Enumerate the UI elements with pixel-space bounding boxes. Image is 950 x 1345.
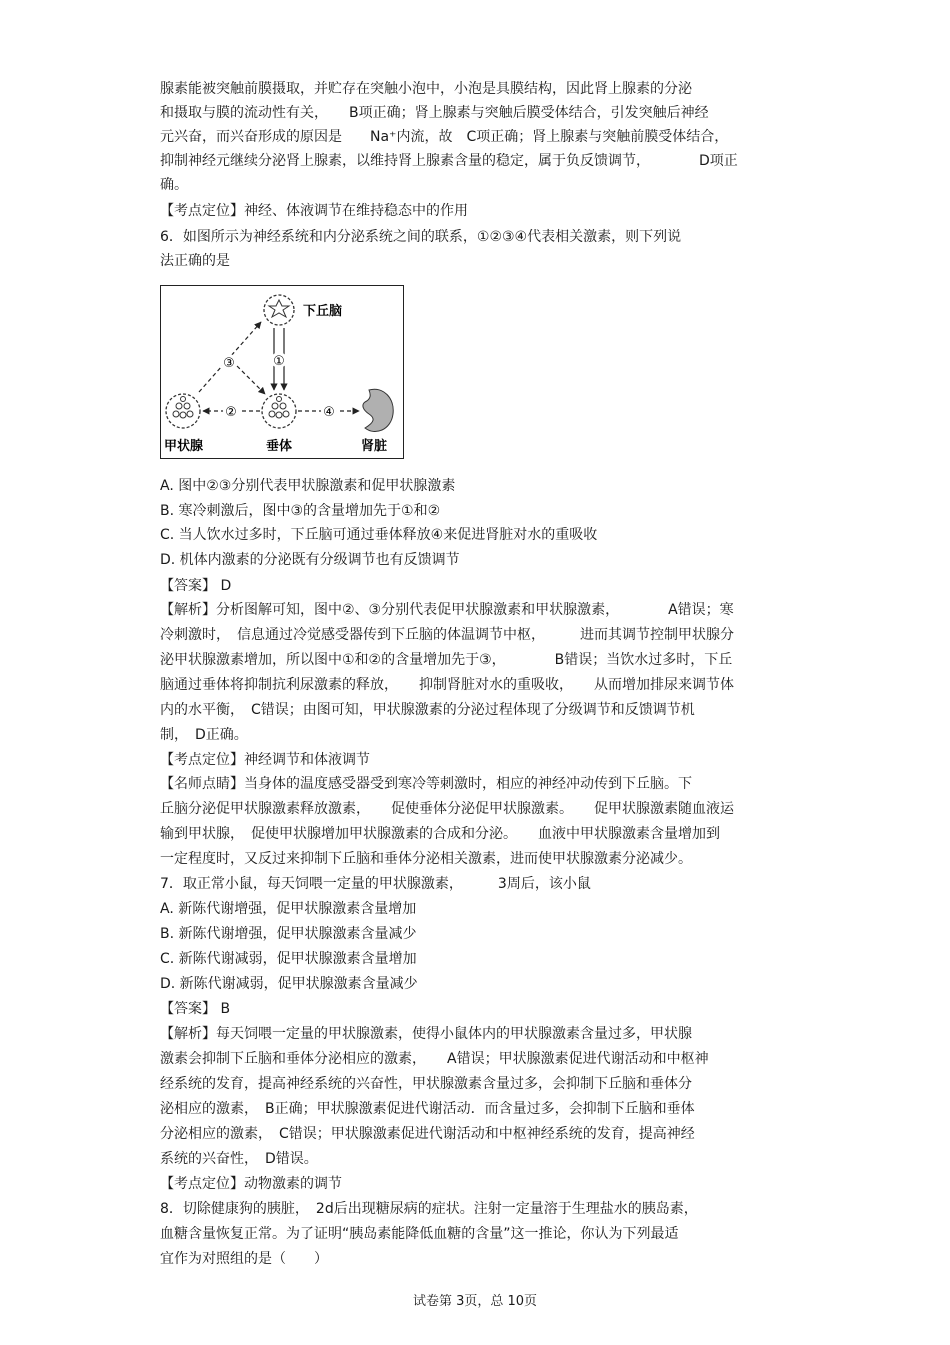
analysis-line: 【解析】每天饲喂一定量的甲状腺激素，使得小鼠体内的甲状腺激素含量过多，甲状腺 [160, 1026, 692, 1042]
question-7-option-c: C. 新陈代谢减弱，促甲状腺激素含量增加 [160, 951, 417, 967]
endocrine-diagram [160, 285, 404, 459]
answer-line: 【答案】 D [160, 578, 232, 594]
tip-line: 输到甲状腺， 促使甲状腺增加甲状腺激素的合成和分泌。 血液中甲状腺激素含量增加到 [160, 826, 720, 842]
tip-line: 一定程度时，又反过来抑制下丘脑和垂体分泌相关激素，进而使甲状腺激素分泌减少。 [160, 851, 692, 867]
question-7-option-d: D. 新陈代谢减弱，促甲状腺激素含量减少 [160, 976, 418, 992]
answer-line: 【答案】 B [160, 1001, 231, 1017]
question-6-option-a: A. 图中②③分别代表甲状腺激素和促甲状腺激素 [160, 478, 456, 494]
question-8-stem: 血糖含量恢复正常。为了证明“胰岛素能降低血糖的含量”这一推论，你认为下列最适 [160, 1226, 679, 1242]
hypothalamus-label: 下丘脑 [303, 304, 343, 319]
analysis-line: 脑通过垂体将抑制抗利尿激素的释放， 抑制肾脏对水的重吸收， 从而增加排尿来调节体 [160, 677, 734, 693]
text-line: 【考点定位】神经、体液调节在维持稳态中的作用 [160, 203, 468, 219]
topic-line: 【考点定位】动物激素的调节 [160, 1176, 342, 1192]
question-7-option-b: B. 新陈代谢增强，促甲状腺激素含量减少 [160, 926, 417, 942]
thyroid-label: 甲状腺 [164, 439, 204, 454]
question-7-option-a: A. 新陈代谢增强，促甲状腺激素含量增加 [160, 901, 417, 917]
text-line: 确。 [160, 177, 188, 193]
text-line: 腺素能被突触前膜摄取，并贮存在突触小泡中，小泡是具膜结构，因此肾上腺素的分泌 [160, 81, 692, 97]
question-6-option-b: B. 寒冷刺激后，图中③的含量增加先于①和② [160, 503, 441, 519]
question-8-stem: 8．切除健康狗的胰脏， 2d后出现糖尿病的症状。注射一定量溶于生理盐水的胰岛素， [160, 1201, 698, 1217]
analysis-line: 泌甲状腺激素增加，所以图中①和②的含量增加先于③， B错误；当饮水过多时，下丘 [160, 652, 733, 668]
question-6-option-d: D. 机体内激素的分泌既有分级调节也有反馈调节 [160, 552, 460, 568]
analysis-line: 【解析】分析图解可知，图中②、③分别代表促甲状腺激素和甲状腺激素， A错误；寒 [160, 602, 734, 618]
question-8-stem: 宜作为对照组的是（ ） [160, 1251, 328, 1267]
page-footer: 试卷第 3页，总 10页 [412, 1294, 538, 1309]
analysis-line: 冷刺激时， 信息通过冷觉感受器传到下丘脑的体温调节中枢， 进而其调节控制甲状腺分 [160, 627, 734, 643]
topic-line: 【考点定位】神经调节和体液调节 [160, 752, 370, 768]
hormone-3-label: ③ [223, 356, 235, 371]
hypothalamus-cell [264, 295, 294, 325]
text-line: 元兴奋，而兴奋形成的原因是 Na⁺内流，故 C项正确；肾上腺素与突触前膜受体结合， [160, 129, 729, 145]
question-6-option-c: C. 当人饮水过多时，下丘脑可通过垂体释放④来促进肾脏对水的重吸收 [160, 527, 598, 543]
pituitary-cell [262, 394, 296, 428]
hormone-2-label: ② [225, 405, 237, 420]
kidney-shape [363, 389, 393, 431]
pituitary-label: 垂体 [266, 439, 293, 454]
hormone-4-label: ④ [323, 405, 335, 420]
analysis-line: 内的水平衡， C错误；由图可知，甲状腺激素的分泌过程体现了分级调节和反馈调节机 [160, 702, 695, 718]
hormone-3-to-pituitary-arrow [237, 366, 265, 394]
question-6-stem: 法正确的是 [160, 253, 230, 269]
tip-line: 【名师点睛】当身体的温度感受器受到寒冷等刺激时，相应的神经冲动传到下丘脑。下 [160, 776, 692, 792]
kidney-label: 肾脏 [361, 439, 388, 454]
text-line: 和摄取与膜的流动性有关， B项正确；肾上腺素与突触后膜受体结合，引发突触后神经 [160, 105, 709, 121]
hormone-1-label: ① [273, 354, 285, 369]
analysis-line: 泌相应的激素， B正确；甲状腺激素促进代谢活动．而含量过多，会抑制下丘脑和垂体 [160, 1101, 695, 1117]
analysis-line: 激素会抑制下丘脑和垂体分泌相应的激素， A错误；甲状腺激素促进代谢活动和中枢神 [160, 1051, 709, 1067]
analysis-line: 系统的兴奋性， D错误。 [160, 1151, 318, 1167]
question-7-stem: 7．取正常小鼠，每天饲喂一定量的甲状腺激素， 3周后，该小鼠 [160, 876, 591, 892]
analysis-line: 制， D正确。 [160, 727, 248, 743]
thyroid-cell [166, 394, 200, 428]
tip-line: 丘脑分泌促甲状腺激素释放激素， 促使垂体分泌促甲状腺激素。 促甲状腺激素随血液运 [160, 801, 734, 817]
question-6-stem: 6．如图所示为神经系统和内分泌系统之间的联系，①②③④代表相关激素，则下列说 [160, 229, 682, 245]
analysis-line: 分泌相应的激素， C错误；甲状腺激素促进代谢活动和中枢神经系统的发育，提高神经 [160, 1126, 695, 1142]
text-line: 抑制神经元继续分泌肾上腺素，以维持肾上腺素含量的稳定，属于负反馈调节， D项正 [160, 153, 738, 169]
analysis-line: 经系统的发育，提高神经系统的兴奋性，甲状腺激素含量过多，会抑制下丘脑和垂体分 [160, 1076, 692, 1092]
